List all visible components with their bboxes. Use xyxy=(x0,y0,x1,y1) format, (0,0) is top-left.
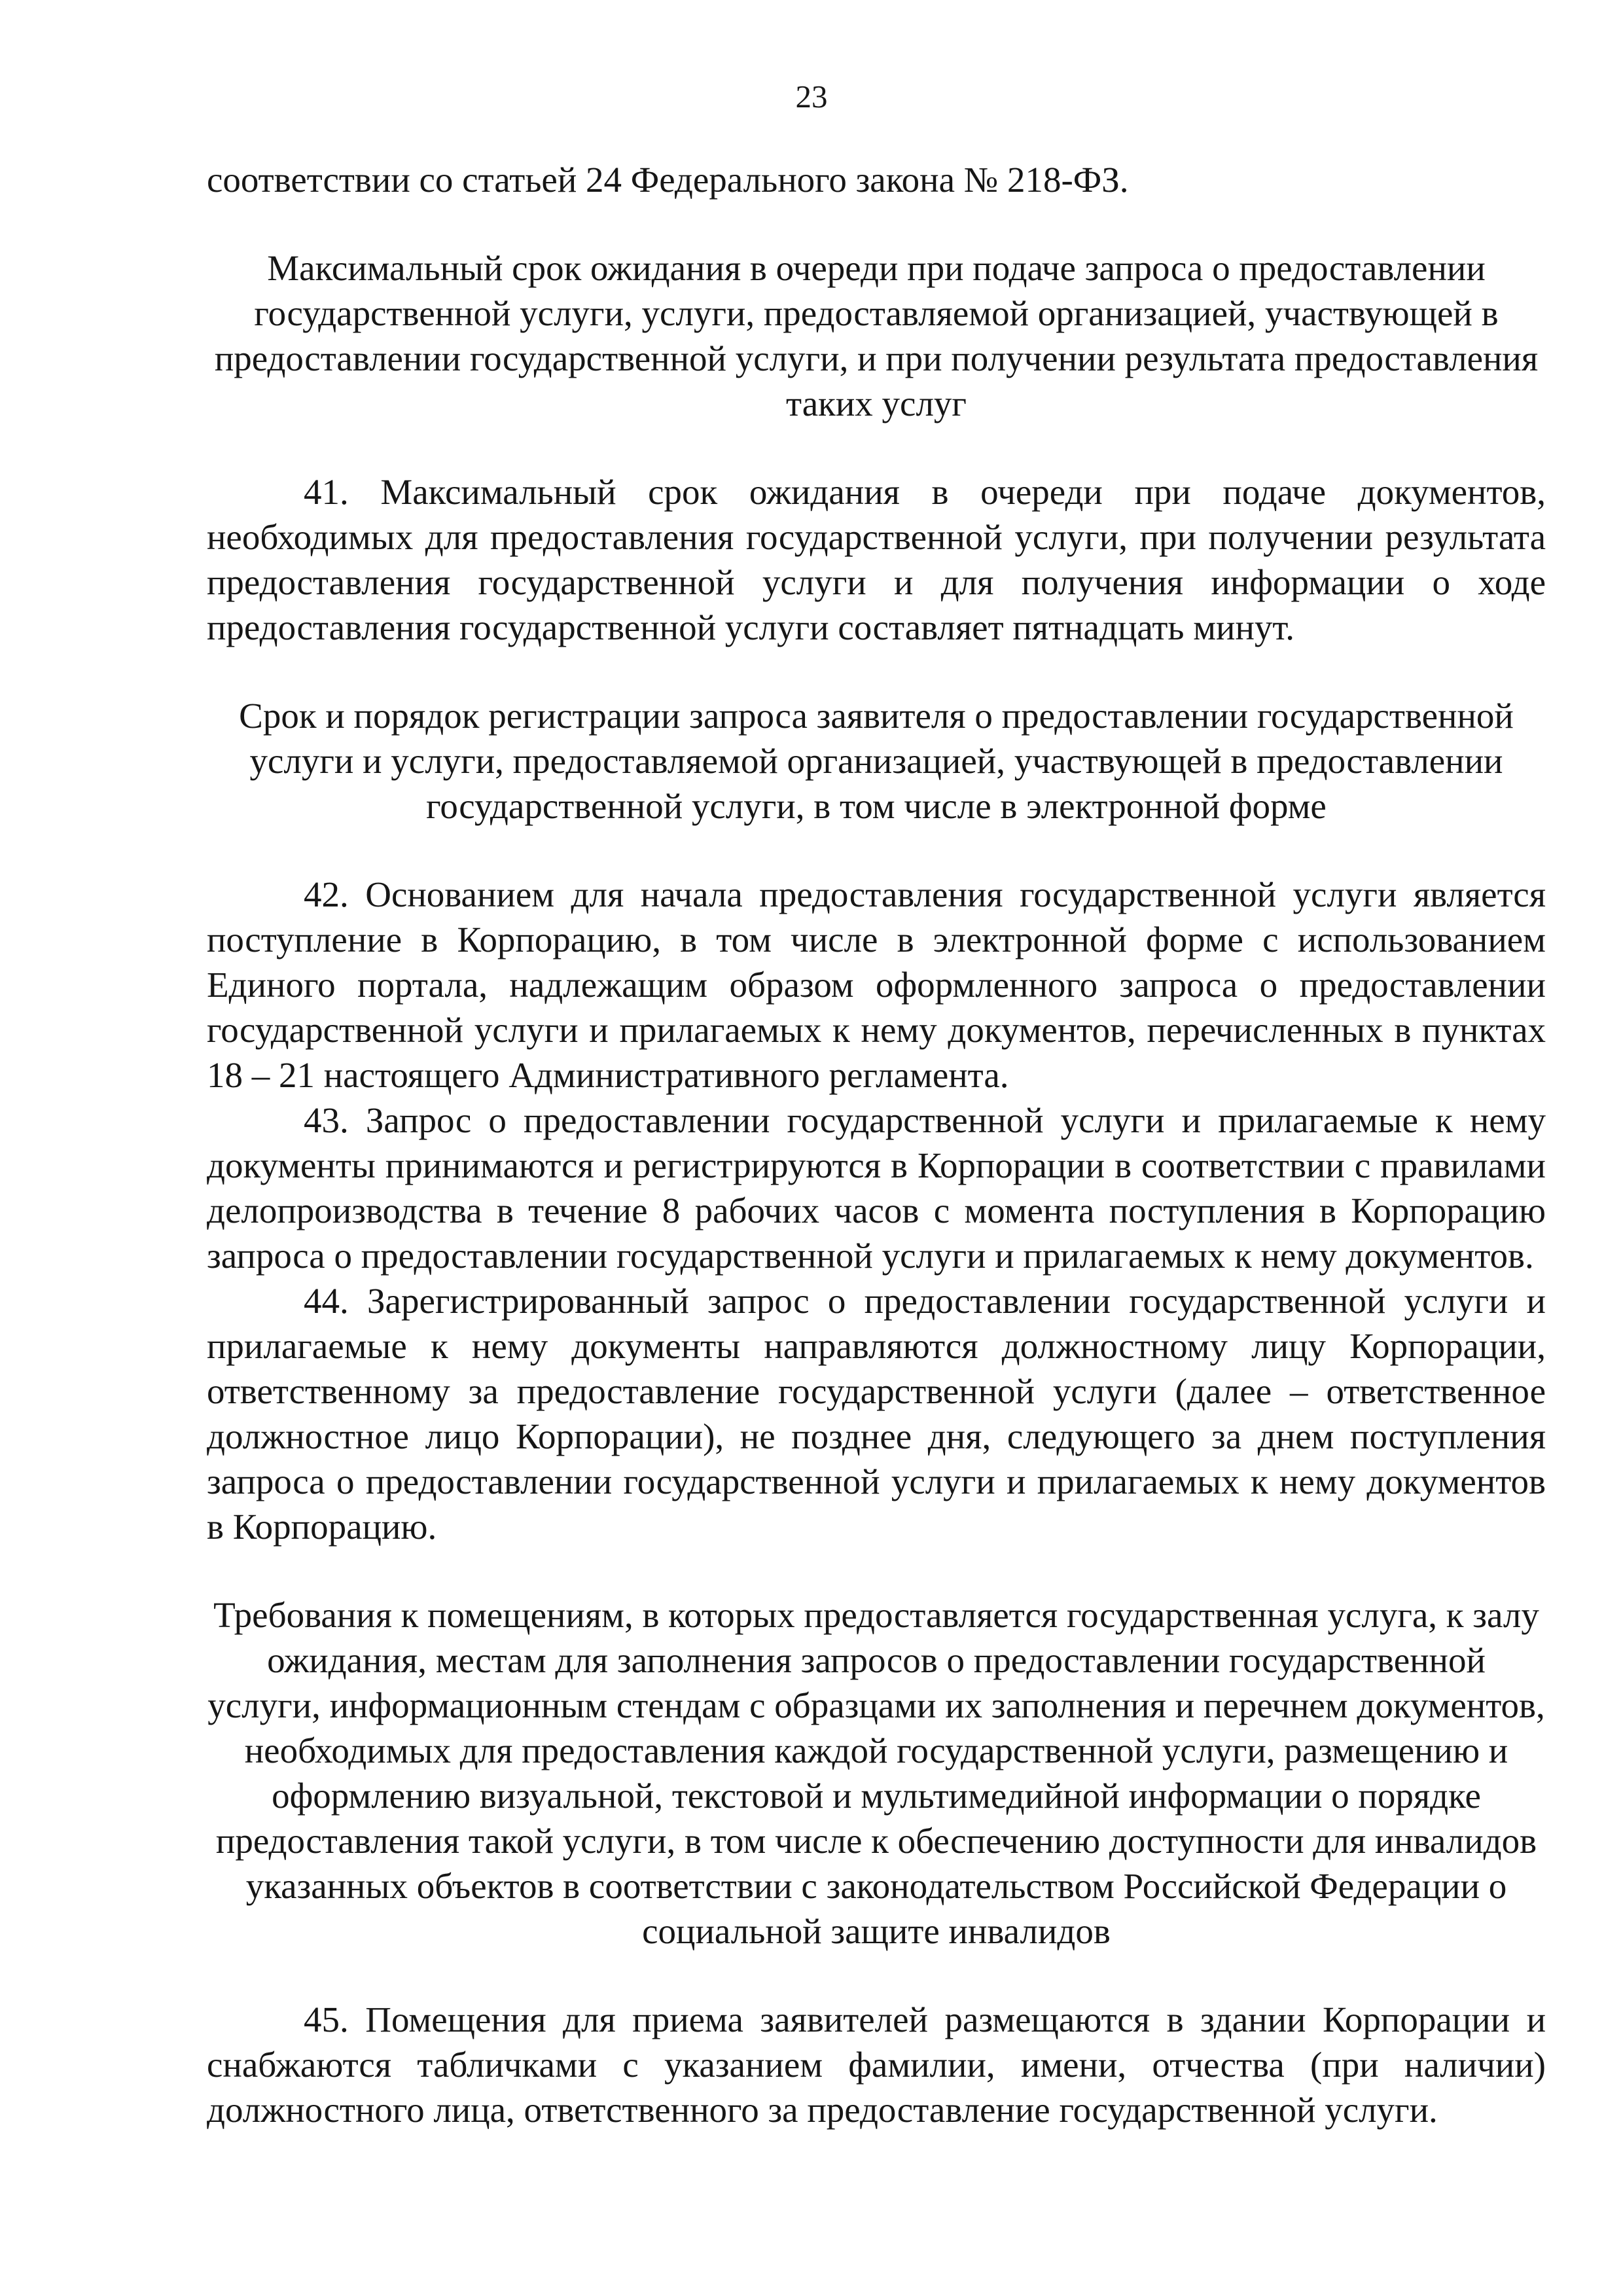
section-heading-registration: Срок и порядок регистрации запроса заявителя о предоставлении государственной услуги и услуги, предоставляемой организацией, участвующей в предоставлении государственной услуги, в том числе в электронной форме xyxy=(239,696,1514,826)
paragraph-43: 43. Запрос о предоставлении государственной услуги и прилагаемые к нему документы принимаются и регистрируются в Корпорации в соответствии с правилами делопроизводства в течение 8 рабочих часов с момента поступления в Корпорацию запроса о предоставлении государственной услуги и прилагаемых к нему документов. xyxy=(207,1100,1546,1276)
paragraph-45: 45. Помещения для приема заявителей размещаются в здании Корпорации и снабжаются табличками с указанием фамилии, имени, отчества (при наличии) должностного лица, ответственного за предоставление государственной услуги. xyxy=(207,2000,1546,2130)
spacer xyxy=(207,650,1546,693)
paragraph-41: 41. Максимальный срок ожидания в очереди при подаче документов, необходимых для предоставления государственной услуги, при получении результата предоставления государственной услуги и для получения информации о ходе предоставления государственной услуги составляет пятнадцать минут. xyxy=(207,472,1546,647)
section-heading-queue-time: Максимальный срок ожидания в очереди при подаче запроса о предоставлении государственной услуги, услуги, предоставляемой организацией, участвующей в предоставлении государственной услуги, и при получении результата предоставления таких услуг xyxy=(214,248,1539,423)
document-body xyxy=(207,157,1546,2132)
spacer xyxy=(207,829,1546,872)
paragraph-42: 42. Основанием для начала предоставления государственной услуги является поступление в Корпорацию, в том числе в электронной форме с использованием Единого портала, надлежащим образом оформленного запроса о предоставлении государственной услуги и прилагаемых к нему документов, перечисленных в пунктах 18 – 21 настоящего Административного регламента. xyxy=(207,874,1546,1095)
spacer xyxy=(207,202,1546,245)
spacer xyxy=(207,1549,1546,1592)
page-number: 23 xyxy=(795,79,828,115)
paragraph-44: 44. Зарегистрированный запрос о предоставлении государственной услуги и прилагаемые к нему документы направляются должностному лицу Корпорации, ответственному за предоставление государственной услуги (далее – ответственное должностное лицо Корпорации), не позднее дня, следующего за днем поступления запроса о предоставлении государственной услуги и прилагаемых к нему документов в Корпорацию. xyxy=(207,1281,1546,1547)
section-heading-premises: Требования к помещениям, в которых предоставляется государственная услуга, к залу ожидания, местам для заполнения запросов о предоставлении государственной услуги, информационным стендам с образцами их заполнения и перечнем документов, необходимых для предоставления каждой государственной услуги, размещению и оформлению визуальной, текстовой и мультимедийной информации о порядке предоставления такой услуги, в том числе к обеспечению доступности для инвалидов указанных объектов в соответствии с законодательством Российской Федерации о социальной защите инвалидов xyxy=(207,1595,1545,1951)
lead-line: соответствии со статьей 24 Федерального закона № 218-ФЗ. xyxy=(207,160,1129,200)
spacer xyxy=(207,426,1546,469)
spacer xyxy=(207,1954,1546,1997)
